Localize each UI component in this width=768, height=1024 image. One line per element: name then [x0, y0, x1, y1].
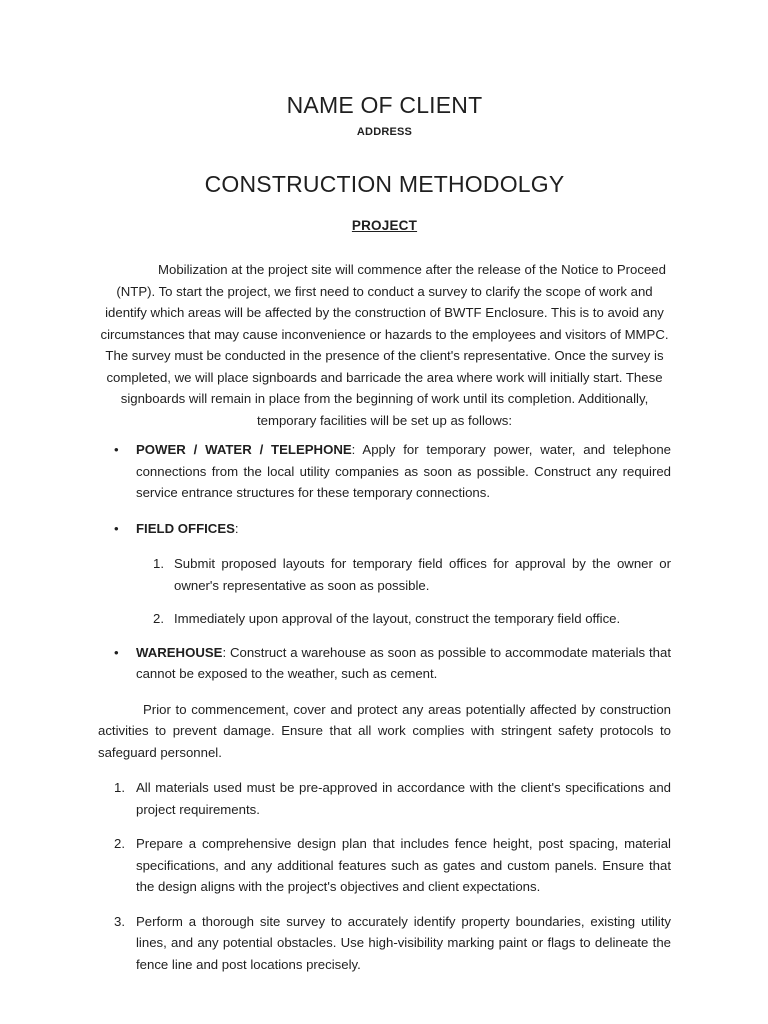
- list-item-lead: WAREHOUSE: [136, 644, 223, 660]
- list-number: 1.: [153, 556, 164, 571]
- list-item-text: [136, 645, 671, 682]
- list-item-requirement-1: [98, 777, 671, 820]
- list-number: 1.: [114, 780, 125, 795]
- list-item-requirement-2: [98, 833, 671, 898]
- list-number: 2.: [153, 611, 164, 626]
- list-item-text: Prepare a comprehensive design plan that includes fence height, post spacing, material specifications, and any additional features such as gates and custom panels. Ensure that the design aligns with the project's objectives and client expectations.: [136, 836, 671, 894]
- bullet-icon: •: [114, 520, 119, 536]
- list-item-requirement-3: [98, 911, 671, 976]
- list-item-step-2: [98, 608, 671, 630]
- document-header: [98, 92, 671, 233]
- list-item-text: Perform a thorough site survey to accurately identify property boundaries, existing utility lines, and any potential obstacles. Use high-visibility marking paint or flags to delineate the fence line and post locations precisely.: [136, 913, 671, 972]
- document-subtitle: PROJECT: [351, 218, 418, 233]
- list-item-field-offices: [98, 518, 671, 540]
- list-item-step-1: [98, 553, 671, 596]
- list-item-text: Submit proposed layouts for temporary field offices for approval by the owner or owner's representative as soon as possible.: [174, 556, 671, 593]
- safety-paragraph: Prior to commencement, cover and protect any areas potentially affected by construction activities to prevent damage. Ensure that all work complies with stringent safety protocols to safeguard personnel.: [98, 701, 671, 760]
- list-item-rest: : Construct a warehouse as soon as possible to accommodate materials that cannot be exposed to the weather, such as cement.: [136, 644, 671, 681]
- list-item-power-water-telephone: [98, 439, 671, 504]
- list-number: 2.: [114, 836, 125, 851]
- list-number: 3.: [114, 913, 125, 929]
- document-body: [98, 259, 671, 975]
- field-office-steps-list: [98, 553, 671, 630]
- list-item-rest: :: [234, 520, 239, 536]
- list-item-text: [136, 442, 671, 500]
- list-item-rest: : Apply for temporary power, water, and telephone connections from the local utility companies as soon as possible. Construct any required service entrance structures for these temporary connections.: [136, 442, 672, 500]
- intro-paragraph: Mobilization at the project site will commence after the release of the Notice to Proceed (NTP). To start the project, we first need to conduct a survey to clarify the scope of work and identify which areas will be affected by the construction of BWTF Enclosure. This is to avoid any circumstances that may cause inconvenience or hazards to the employees and visitors of MMPC. The survey must be conducted in the presence of the client's representative. Once the survey is completed, we will place signboards and barricade the area where work will initially start. These signboards will remain in place from the beginning of work until its completion. Additionally, temporary facilities will be set up as follows:: [100, 262, 669, 428]
- list-item-lead: FIELD OFFICES: [136, 520, 235, 536]
- list-item-lead: POWER / WATER / TELEPHONE: [136, 442, 352, 457]
- bullet-icon: •: [114, 442, 119, 457]
- client-name-title: NAME OF CLIENT: [286, 92, 483, 118]
- list-item-warehouse: [98, 642, 671, 685]
- list-item-text: All materials used must be pre-approved in accordance with the client's specifications and project requirements.: [136, 780, 671, 817]
- document-title: CONSTRUCTION METHODOLGY: [204, 171, 565, 197]
- list-item-text: Immediately upon approval of the layout, construct the temporary field office.: [174, 611, 621, 626]
- requirements-list: [98, 777, 671, 975]
- client-address: ADDRESS: [356, 126, 413, 138]
- bullet-icon: •: [114, 644, 119, 660]
- list-item-text: [136, 521, 239, 536]
